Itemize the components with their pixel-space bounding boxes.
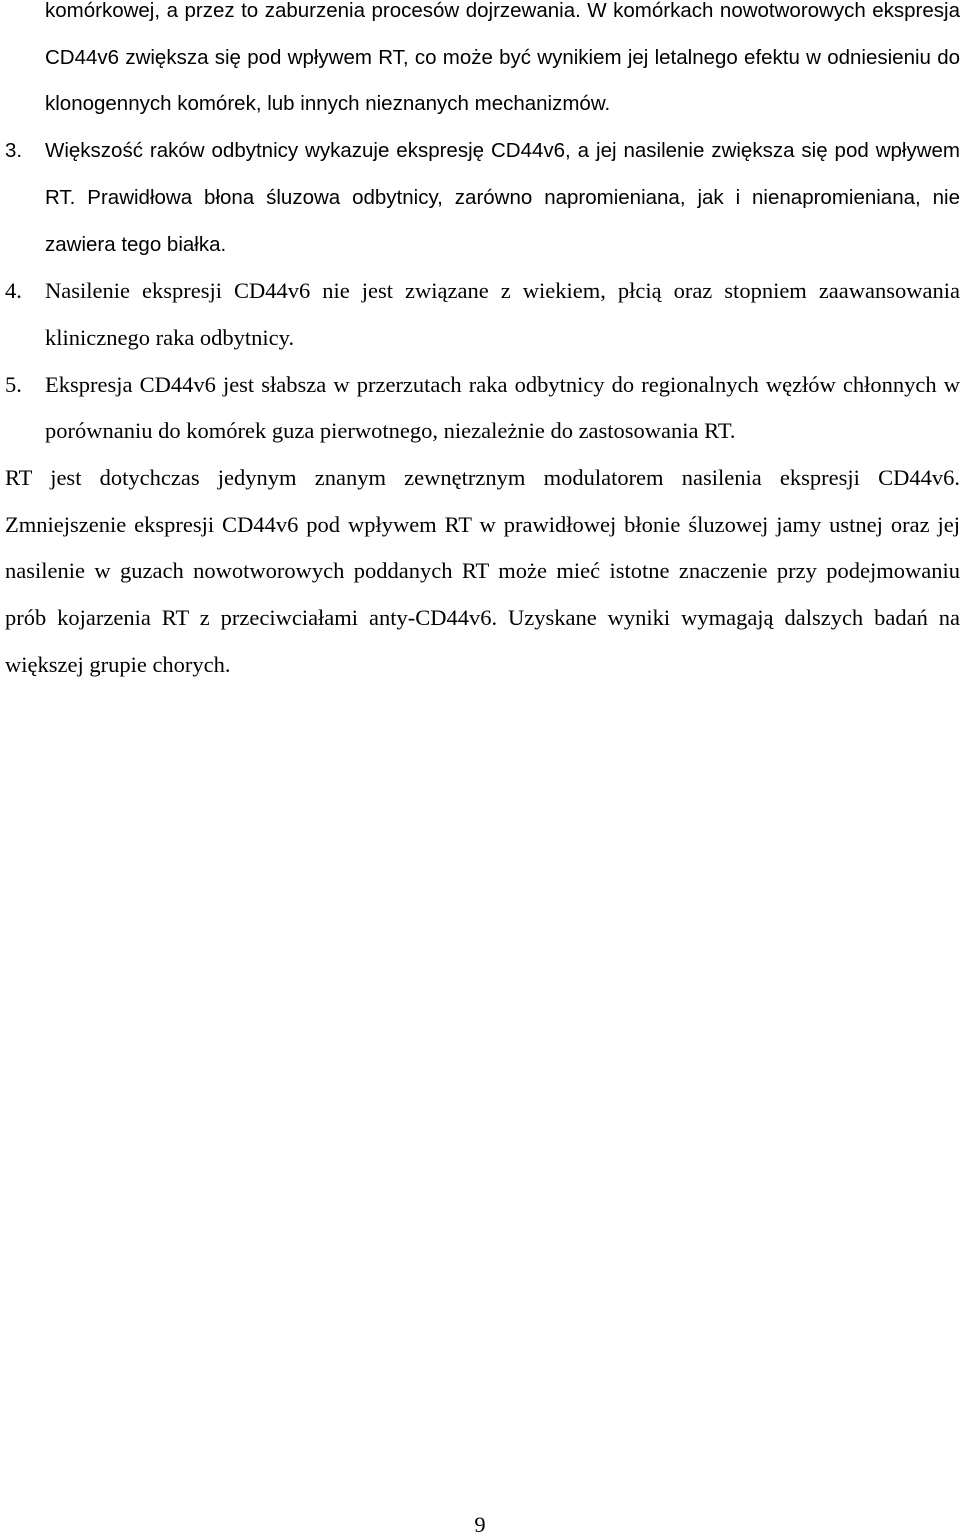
item-number: 4. bbox=[5, 278, 22, 304]
conclusion-item-5 bbox=[5, 362, 960, 455]
document-page bbox=[5, 0, 960, 689]
continuation-paragraph: komórkowej, a przez to zaburzenia procesów dojrzewania. W komórkach nowotworowych ekspresja CD44v6 zwiększa się pod wpływem RT, co może być wynikiem jej letalnego efektu w odniesieniu do klonogennych komórek, lub innych nieznanych mechanizmów. bbox=[45, 0, 960, 116]
item-text: Większość raków odbytnicy wykazuje ekspresję CD44v6, a jej nasilenie zwiększa się pod wpływem RT. Prawidłowa błona śluzowa odbytnicy, zarówno napromieniana, jak i nienapromieniana, nie zawiera tego białka. bbox=[45, 139, 960, 256]
conclusion-item-4 bbox=[5, 268, 960, 361]
item-number: 5. bbox=[5, 371, 22, 397]
page-number: 9 bbox=[474, 1512, 486, 1537]
item-number: 3. bbox=[5, 139, 23, 163]
item-text: Nasilenie ekspresji CD44v6 nie jest związane z wiekiem, płcią oraz stopniem zaawansowania klinicznego raka odbytnicy. bbox=[45, 278, 960, 350]
conclusion-item-3 bbox=[5, 128, 960, 268]
summary-paragraph: RT jest dotychczas jedynym znanym zewnętrznym modulatorem nasilenia ekspresji CD44v6. Zmniejszenie ekspresji CD44v6 pod wpływem RT w prawidłowej błonie śluzowej jamy ustnej oraz jej nasilenie w guzach nowotworowych poddanych RT może mieć istotne znaczenie przy podejmowaniu prób kojarzenia RT z przeciwciałami anty-CD44v6. Uzyskane wyniki wymagają dalszych badań na większej grupie chorych. bbox=[5, 465, 960, 677]
item-text: Ekspresja CD44v6 jest słabsza w przerzutach raka odbytnicy do regionalnych węzłów chłonnych w porównaniu do komórek guza pierwotnego, niezależnie do zastosowania RT. bbox=[45, 371, 960, 444]
